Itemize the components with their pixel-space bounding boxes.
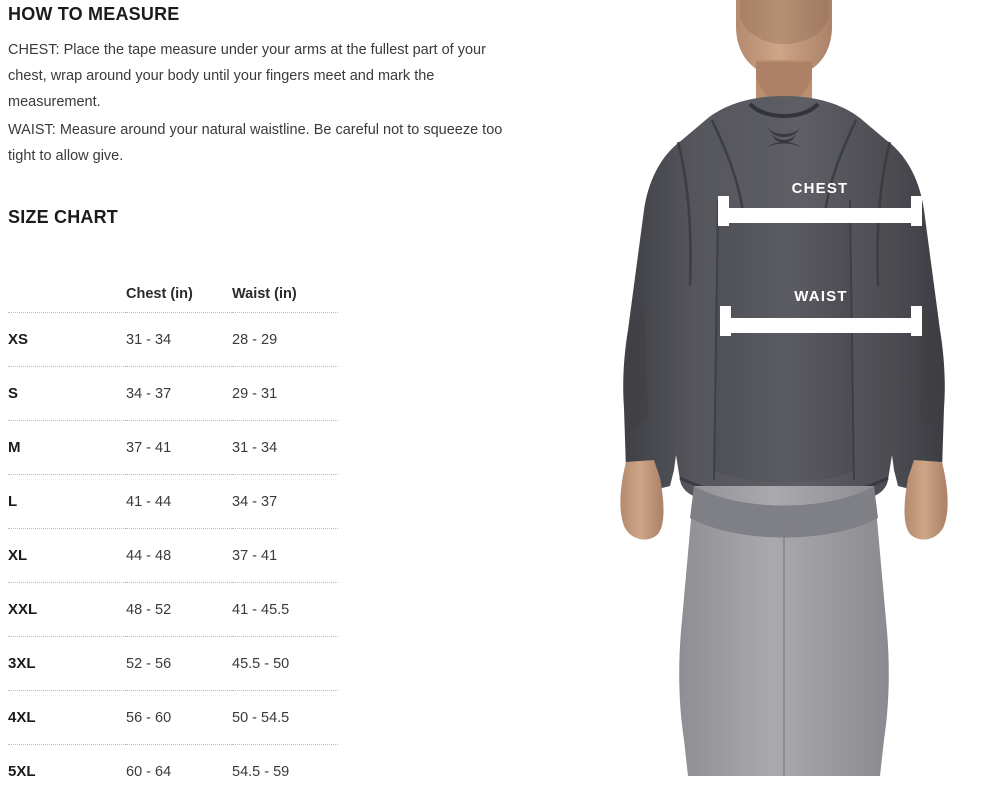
table-row [8,529,338,583]
table-row [8,313,338,367]
cell-waist: 41 - 45.5 [232,583,338,637]
chest-measure-instructions: CHEST: Place the tape measure under your arms at the fullest part of your chest, wrap around your body until your fingers meet and mark the measurement. [8,37,528,115]
table-row [8,475,338,529]
text-column [8,0,568,798]
waist-band-cap-right [911,306,922,336]
cell-waist: 28 - 29 [232,313,338,367]
table-header-row [8,258,338,313]
cell-chest: 56 - 60 [126,691,232,745]
cell-waist: 29 - 31 [232,367,338,421]
waist-measure-instructions: WAIST: Measure around your natural waistline. Be careful not to squeeze too tight to allow give. [8,117,528,169]
chest-band-cap-left [718,196,729,226]
size-chart-heading: SIZE CHART [8,207,568,228]
waist-measure-band [720,318,922,333]
chest-band-label: CHEST [718,180,922,197]
table-row [8,745,338,798]
waist-band-cap-left [720,306,731,336]
cell-size: 5XL [8,745,126,798]
cell-size: 3XL [8,637,126,691]
model-shorts [679,486,889,776]
chest-measure-band [718,208,922,223]
cell-size: 4XL [8,691,126,745]
size-chart-table [8,258,338,798]
model-illustration [568,0,1000,776]
column-header-chest: Chest (in) [126,258,232,313]
cell-waist: 50 - 54.5 [232,691,338,745]
cell-chest: 44 - 48 [126,529,232,583]
table-row [8,367,338,421]
cell-waist: 31 - 34 [232,421,338,475]
cell-chest: 41 - 44 [126,475,232,529]
cell-chest: 60 - 64 [126,745,232,798]
waist-band-label: WAIST [720,288,922,305]
cell-size: M [8,421,126,475]
model-figure-svg [568,0,1000,776]
table-row [8,421,338,475]
cell-size: L [8,475,126,529]
cell-chest: 31 - 34 [126,313,232,367]
cell-chest: 34 - 37 [126,367,232,421]
cell-waist: 37 - 41 [232,529,338,583]
cell-waist: 45.5 - 50 [232,637,338,691]
table-row [8,691,338,745]
cell-waist: 34 - 37 [232,475,338,529]
cell-size: XL [8,529,126,583]
table-row [8,583,338,637]
cell-size: S [8,367,126,421]
cell-chest: 37 - 41 [126,421,232,475]
table-row [8,637,338,691]
how-to-measure-heading: HOW TO MEASURE [8,0,568,25]
column-header-size [8,258,126,313]
cell-chest: 48 - 52 [126,583,232,637]
chest-band-cap-right [911,196,922,226]
cell-waist: 54.5 - 59 [232,745,338,798]
cell-chest: 52 - 56 [126,637,232,691]
cell-size: XXL [8,583,126,637]
column-header-waist: Waist (in) [232,258,338,313]
cell-size: XS [8,313,126,367]
